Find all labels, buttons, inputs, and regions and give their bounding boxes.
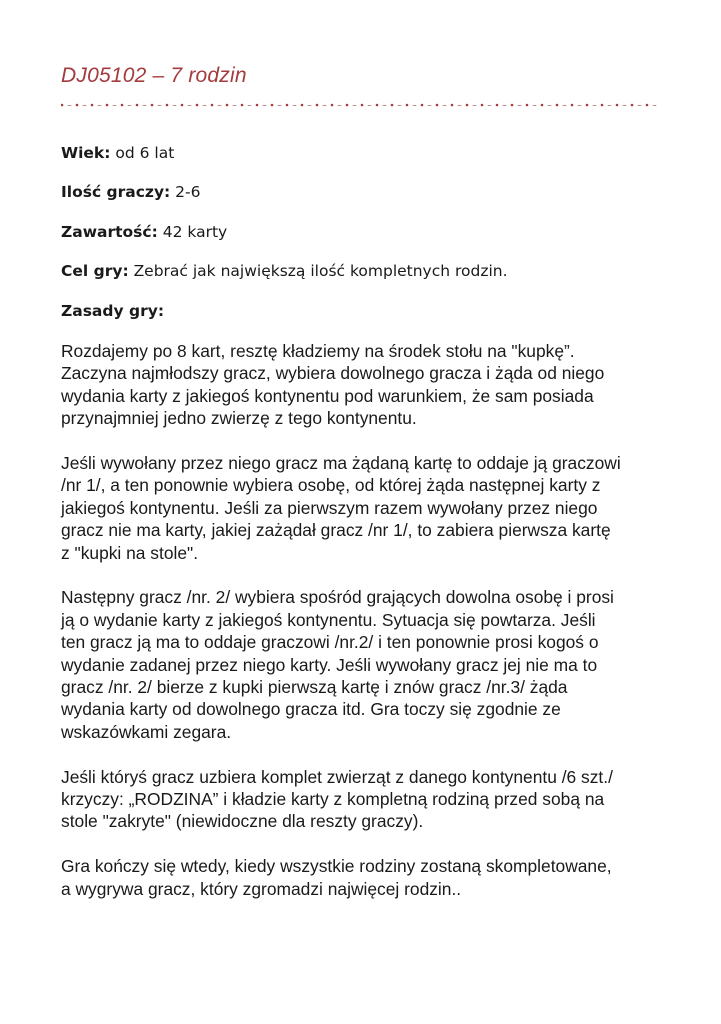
divider-dot	[151, 104, 154, 107]
divider-dot	[421, 104, 424, 107]
divider-dot	[586, 104, 589, 107]
divider-dot	[91, 104, 94, 107]
divider-dot	[166, 104, 169, 107]
divider-dot	[286, 104, 289, 107]
rules-heading	[61, 302, 164, 320]
divider-dot	[106, 104, 109, 107]
age-label: Wiek:	[61, 144, 111, 162]
divider-dot	[181, 104, 184, 107]
divider-dot	[241, 104, 244, 107]
divider-dot	[496, 104, 499, 107]
document-title: DJ05102 – 7 rodzin	[61, 64, 247, 87]
rules-body	[61, 340, 681, 922]
divider-dot	[256, 104, 259, 107]
divider-dot	[316, 104, 319, 107]
divider-dot	[196, 104, 199, 107]
divider-dot	[121, 104, 124, 107]
divider-dot	[511, 104, 514, 107]
divider-dot	[436, 104, 439, 107]
decorative-divider	[61, 98, 665, 110]
divider-dot	[541, 104, 544, 107]
divider-dot	[361, 104, 364, 107]
divider-dot	[76, 104, 79, 107]
divider-dot	[301, 104, 304, 107]
divider-dot	[526, 104, 529, 107]
goal-value: Zebrać jak największą ilość kompletnych rodzin.	[128, 262, 508, 280]
goal-line	[61, 262, 508, 280]
divider-dot	[331, 104, 334, 107]
divider-dot	[346, 104, 349, 107]
divider-dot	[211, 104, 214, 107]
rules-paragraph: Jeśli wywołany przez niego gracz ma żądaną kartę to oddaje ją graczowi /nr 1/, a ten ponownie wybiera osobę, od której żąda następnej karty z jakiegoś kontynentu. Jeśli za pierwszym razem wywołany przez niego gracz nie ma karty, jakiej zażądał gracz /nr 1/, to zabiera pierwsza kartę z "kupki na stole".	[61, 453, 621, 563]
age-line	[61, 144, 174, 162]
divider-dot	[136, 104, 139, 107]
divider-dot	[226, 104, 229, 107]
divider-dot	[601, 104, 604, 107]
divider-dot	[376, 104, 379, 107]
rules-paragraph: Jeśli któryś gracz uzbiera komplet zwierząt z danego kontynentu /6 szt./ krzyczy: „RODZINA” i kładzie karty z kompletną rodziną przed sobą na stole "zakryte" (niewidoczne dla reszty graczy).	[61, 766, 613, 832]
divider-dot	[451, 104, 454, 107]
divider-dot	[391, 104, 394, 107]
age-value: od 6 lat	[110, 144, 175, 162]
rules-paragraph: Rozdajemy po 8 kart, resztę kładziemy na środek stołu na "kupkę”. Zaczyna najmłodszy gracz, wybiera dowolnego gracza i żąda od niego wydania karty z jakiegoś kontynentu pod warunkiem, że sam posiada przynajmniej jedno zwierzę z tego kontynentu.	[61, 341, 605, 429]
divider-dot	[61, 104, 63, 107]
divider-dot	[466, 104, 469, 107]
players-line	[61, 183, 201, 201]
contents-label: Zawartość:	[61, 223, 158, 241]
rules-paragraph: Następny gracz /nr. 2/ wybiera spośród grających dowolna osobę i prosi ją o wydanie karty z jakiegoś kontynentu. Sytuacja się powtarza. Jeśli ten gracz ją ma to oddaje graczowi /nr.2/ i ten ponownie prosi kogoś o wydanie zadanej przez niego karty. Jeśli wywołany gracz jej nie ma to gracz /nr. 2/ bierze z kupki pierwszą kartę i znów gracz /nr.3/ żąda wydania karty od dowolnego gracza itd. Gra toczy się zgodnie ze wskazówkami zegara.	[61, 587, 614, 742]
players-label: Ilość graczy:	[61, 183, 171, 201]
rules-paragraph: Gra kończy się wtedy, kiedy wszystkie rodziny zostaną skompletowane, a wygrywa gracz, który zgromadzi najwięcej rodzin..	[61, 856, 612, 899]
rules-heading-label: Zasady gry:	[61, 302, 165, 320]
goal-label: Cel gry:	[61, 262, 129, 280]
divider-dot	[406, 104, 409, 107]
divider-dot	[631, 104, 634, 107]
contents-line	[61, 223, 227, 241]
divider-dot	[616, 104, 619, 107]
divider-dot	[481, 104, 484, 107]
divider-dot	[571, 104, 574, 107]
players-value: 2-6	[170, 183, 201, 201]
divider-dot	[271, 104, 274, 107]
contents-value: 42 karty	[157, 223, 228, 241]
divider-dot	[646, 104, 649, 107]
divider-dot	[556, 104, 559, 107]
